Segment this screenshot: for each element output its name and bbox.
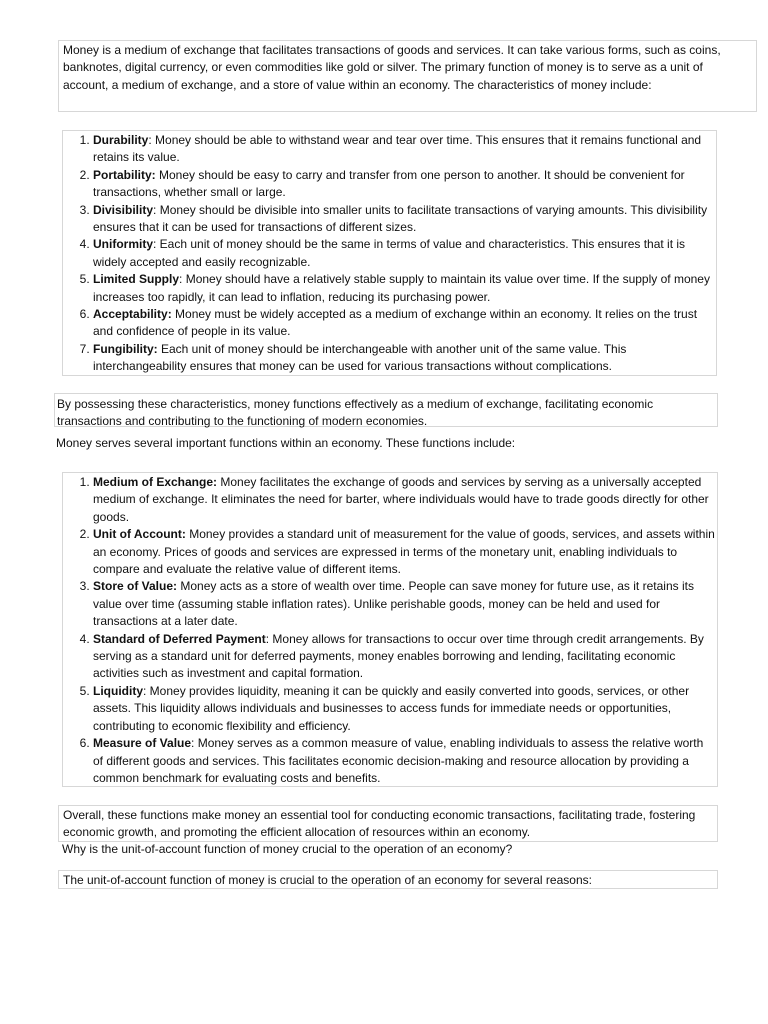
list-item [93, 474, 715, 526]
item-sep: : [148, 133, 152, 147]
list-item [93, 341, 714, 376]
question-paragraph: Why is the unit-of-account function of money crucial to the operation of an economy? [62, 842, 513, 856]
characteristics-list [65, 132, 714, 376]
item-term: Limited Supply [93, 272, 180, 287]
item-text: Money should have a relatively stable supply to maintain its value over time. If the supply of money increases too rapidly, it can lead to inflation, reducing its purchasing power. [93, 272, 710, 304]
list-item [93, 526, 715, 578]
list-item [93, 683, 715, 735]
list-item [93, 132, 714, 167]
intro-paragraph-box [58, 40, 757, 112]
list-item [93, 271, 714, 306]
item-sep: : [143, 683, 147, 698]
item-sep: : [179, 272, 183, 287]
functions-list-box [62, 472, 718, 787]
item-text: Money allows for transactions to occur over time through credit arrangements. By serving as a standard unit for deferred payments, money enables borrowing and lending, facilitating economic activities such as investment and capital formation. [93, 631, 704, 681]
item-term: Durability [93, 133, 149, 147]
list-item [93, 202, 714, 237]
answer-paragraph-box [58, 870, 718, 889]
item-sep: : [191, 736, 195, 751]
item-text: Each unit of money should be the same in terms of value and characteristics. This ensures that it is widely accepted and easily recognizable. [93, 237, 686, 269]
item-sep: : [153, 237, 157, 252]
item-text: Money serves as a common measure of value, enabling individuals to assess the relative worth of different goods and services. This facilitates economic decision-making and resource allocation by providing a common benchmark for evaluating costs and benefits. [93, 736, 704, 785]
characteristics-list-box [62, 130, 717, 376]
overall-paragraph-box [58, 805, 718, 842]
item-sep: : [265, 631, 270, 646]
list-item [93, 306, 714, 341]
item-term: Unit of Account: [93, 527, 186, 542]
item-text: Money should be easy to carry and transfer from one person to another. It should be convenient for transactions, whether small or large. [93, 167, 685, 200]
list-item [93, 631, 715, 683]
intro-paragraph: Money is a medium of exchange that facilitates transactions of goods and services. It can take various forms, such as coins, banknotes, digital currency, or even commodities like gold or silver. The primary function of money is to serve as a unit of account, a medium of exchange, and a store of value within an economy. The characteristics of money include: [63, 43, 721, 92]
answer-paragraph: The unit-of-account function of money is crucial to the operation of an economy for several reasons: [63, 873, 592, 887]
list-item [93, 735, 715, 787]
overall-paragraph: Overall, these functions make money an essential tool for conducting economic transactions, facilitating trade, fostering economic growth, and promoting the efficient allocation of resources within an economy. [63, 808, 696, 840]
possessing-paragraph-box [54, 393, 718, 427]
list-item [93, 236, 714, 271]
item-text: Each unit of money should be interchangeable with another unit of the same value. This interchangeability ensures that money can be used for various transactions without complications. [93, 341, 627, 374]
list-item [93, 578, 715, 630]
possessing-paragraph: By possessing these characteristics, money functions effectively as a medium of exchange, facilitating economic transactions and contributing to the functioning of modern economies. [57, 397, 654, 429]
item-term: Measure of Value [93, 736, 192, 751]
list-item [93, 167, 714, 202]
serves-paragraph: Money serves several important functions within an economy. These functions include: [56, 436, 516, 450]
item-text: Money should be able to withstand wear and tear over time. This ensures that it remains functional and retains its value. [93, 133, 702, 165]
item-text: Money should be divisible into smaller units to facilitate transactions of varying amounts. This divisibility ensures that it can be used for transactions of different sizes. [93, 202, 708, 235]
item-term: Liquidity [93, 683, 143, 698]
item-text: Money acts as a store of wealth over time. People can save money for future use, as it retains its value over time (assuming stable inflation rates). Unlike perishable goods, money can be held and used for transactions at a later date. [93, 579, 694, 629]
item-term: Portability: [93, 167, 156, 182]
item-term: Divisibility [93, 202, 154, 217]
item-term: Standard of Deferred Payment [93, 631, 266, 646]
functions-list [65, 474, 715, 787]
item-term: Medium of Exchange: [93, 475, 218, 489]
item-sep: : [153, 202, 157, 217]
item-text: Money facilitates the exchange of goods and services by serving as a universally accepted medium of exchange. It eliminates the need for barter, where individuals would have to trade goods directly for other goods. [93, 475, 709, 524]
item-text: Money provides a standard unit of measurement for the value of goods, services, and assets within an economy. Prices of goods and services are expressed in terms of the monetary unit, enabling individuals to compare and evaluate the relative value of different items. [93, 527, 715, 577]
item-text: Money must be widely accepted as a medium of exchange within an economy. It relies on the trust and confidence of people in its value. [93, 307, 698, 339]
item-text: Money provides liquidity, meaning it can be quickly and easily converted into goods, services, or other assets. This liquidity allows individuals and businesses to access funds for immediate needs or opportunities, contributing to economic flexibility and efficiency. [93, 683, 690, 733]
item-term: Uniformity [93, 237, 153, 252]
item-term: Store of Value: [93, 579, 178, 594]
item-term: Fungibility: [93, 341, 158, 356]
item-term: Acceptability: [93, 307, 172, 322]
